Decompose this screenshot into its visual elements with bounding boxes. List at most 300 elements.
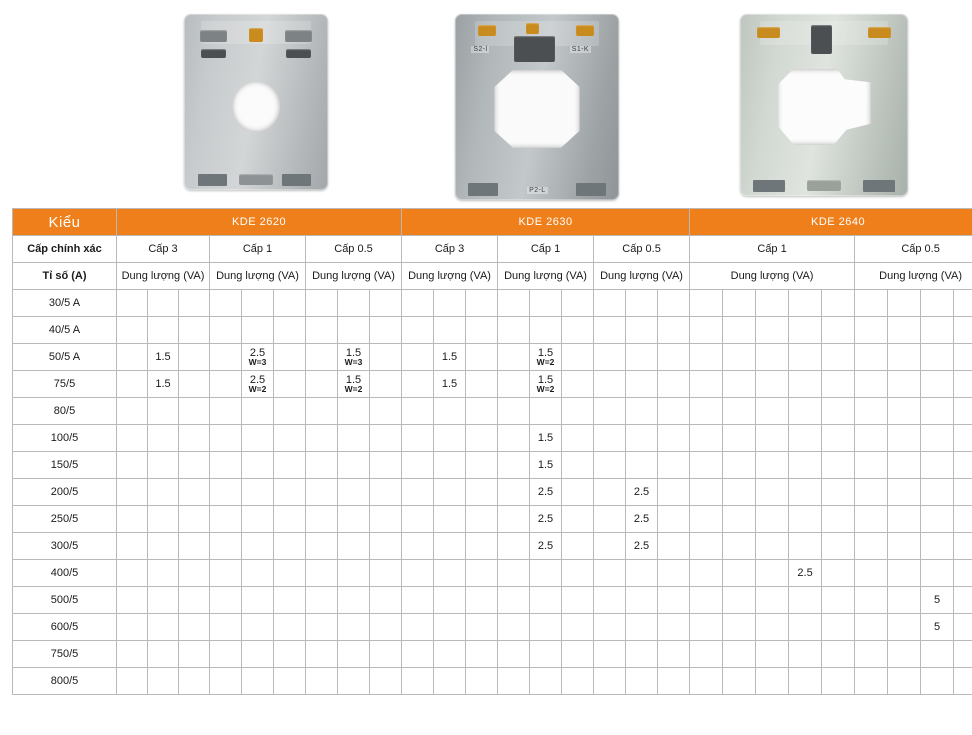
cell-empty <box>210 533 242 560</box>
cell-c2620_05: 1.5 W=3 <box>338 344 370 371</box>
specification-table-body <box>13 290 972 695</box>
terminal-label-s1: S1-K <box>571 45 589 53</box>
cell-empty <box>210 506 242 533</box>
table-row <box>13 560 972 587</box>
cell-ratio: 80/5 <box>13 398 117 425</box>
cell-empty <box>954 398 972 425</box>
cell-empty <box>855 668 888 695</box>
cell-empty <box>594 533 626 560</box>
cell-empty <box>498 641 530 668</box>
cell-empty <box>562 668 594 695</box>
cell-empty <box>723 371 756 398</box>
cell-empty <box>723 641 756 668</box>
cell-c2640_05 <box>921 290 954 317</box>
cell-empty <box>690 452 723 479</box>
cell-empty <box>402 641 434 668</box>
cell-c2620_3 <box>148 560 179 587</box>
cell-c2630_05 <box>626 398 658 425</box>
cell-ratio: 150/5 <box>13 452 117 479</box>
cell-empty <box>723 614 756 641</box>
cell-empty <box>658 506 690 533</box>
cell-empty <box>658 317 690 344</box>
cell-empty <box>179 641 210 668</box>
cell-c2630_05 <box>626 290 658 317</box>
table-row <box>13 506 972 533</box>
cell-c2620_05 <box>338 614 370 641</box>
cell-empty <box>370 317 402 344</box>
cell-empty <box>954 614 972 641</box>
cell-empty <box>179 452 210 479</box>
cell-empty <box>210 425 242 452</box>
cell-empty <box>210 560 242 587</box>
cell-empty <box>822 641 855 668</box>
cell-c2640_05 <box>921 533 954 560</box>
cell-empty <box>274 587 306 614</box>
cell-c2630_1 <box>530 290 562 317</box>
terminal-label-p2: P2-L <box>529 187 546 195</box>
cell-empty <box>402 479 434 506</box>
kde-2640-current-transformer <box>740 14 908 196</box>
cell-empty <box>274 371 306 398</box>
cell-empty <box>690 479 723 506</box>
cell-empty <box>117 479 148 506</box>
cell-c2640_05 <box>921 398 954 425</box>
cell-empty <box>498 452 530 479</box>
cell-c2630_05: 2.5 <box>626 479 658 506</box>
cell-c2620_1 <box>242 533 274 560</box>
header-2640-class-05: Cấp 0.5 <box>855 236 972 263</box>
cell-empty <box>954 668 972 695</box>
cell-empty <box>822 398 855 425</box>
cell-empty <box>822 506 855 533</box>
cell-empty <box>594 425 626 452</box>
cell-empty <box>594 371 626 398</box>
cell-empty <box>466 506 498 533</box>
cell-empty <box>723 344 756 371</box>
cell-empty <box>954 371 972 398</box>
cell-empty <box>562 317 594 344</box>
header-type-label: Kiểu <box>13 209 117 236</box>
cell-empty <box>498 479 530 506</box>
cell-empty <box>306 533 338 560</box>
cell-empty <box>274 425 306 452</box>
cell-c2620_05 <box>338 533 370 560</box>
cell-c2620_1 <box>242 317 274 344</box>
cell-empty <box>402 290 434 317</box>
cell-empty <box>306 479 338 506</box>
cell-empty <box>594 587 626 614</box>
table-row <box>13 398 972 425</box>
cell-empty <box>723 560 756 587</box>
cell-empty <box>466 290 498 317</box>
cell-c2640_05 <box>921 425 954 452</box>
header-burden-2630-3: Dung lượng (VA) <box>402 263 498 290</box>
cell-c2630_1: 1.5 <box>530 425 562 452</box>
cell-empty <box>562 479 594 506</box>
cell-empty <box>370 533 402 560</box>
cell-empty <box>210 371 242 398</box>
cell-empty <box>594 506 626 533</box>
cell-empty <box>117 587 148 614</box>
cell-c2620_3 <box>148 452 179 479</box>
cell-ratio: 300/5 <box>13 533 117 560</box>
cell-c2620_3: 1.5 <box>148 344 179 371</box>
cell-empty <box>822 479 855 506</box>
cell-empty <box>402 344 434 371</box>
cell-empty <box>822 317 855 344</box>
cell-c2630_1 <box>530 560 562 587</box>
cell-c2620_05 <box>338 560 370 587</box>
cell-empty <box>756 290 789 317</box>
cell-empty <box>402 533 434 560</box>
cell-empty <box>954 290 972 317</box>
table-header-models <box>13 209 972 236</box>
cell-empty <box>855 560 888 587</box>
cell-c2630_05 <box>626 641 658 668</box>
cell-empty <box>117 344 148 371</box>
header-2640-class-1: Cấp 1 <box>690 236 855 263</box>
cell-empty <box>117 668 148 695</box>
cell-empty <box>370 560 402 587</box>
cell-empty <box>402 614 434 641</box>
cell-empty <box>594 668 626 695</box>
cell-winding-note: W=2 <box>536 357 555 367</box>
cell-c2620_05 <box>338 425 370 452</box>
cell-c2640_1 <box>789 344 822 371</box>
cell-empty <box>306 587 338 614</box>
cell-c2630_1 <box>530 641 562 668</box>
cell-empty <box>179 371 210 398</box>
cell-c2630_3 <box>434 425 466 452</box>
cell-empty <box>756 425 789 452</box>
cell-empty <box>822 425 855 452</box>
cell-empty <box>210 317 242 344</box>
cell-c2620_3 <box>148 317 179 344</box>
cell-empty <box>466 560 498 587</box>
cell-c2620_1 <box>242 614 274 641</box>
cell-c2630_05: 2.5 <box>626 506 658 533</box>
cell-empty <box>402 506 434 533</box>
terminal-label-s2: S2-l <box>473 45 488 53</box>
cell-empty <box>723 479 756 506</box>
cell-empty <box>370 290 402 317</box>
cell-empty <box>888 452 921 479</box>
cell-empty <box>658 560 690 587</box>
cell-empty <box>954 641 972 668</box>
cell-empty <box>179 668 210 695</box>
cell-c2640_1 <box>789 614 822 641</box>
header-accuracy-label: Cấp chính xác <box>13 236 117 263</box>
header-ratio-label: Tỉ số (A) <box>13 263 117 290</box>
cell-c2630_3: 1.5 <box>434 371 466 398</box>
cell-empty <box>274 398 306 425</box>
cell-c2620_1 <box>242 587 274 614</box>
cell-empty <box>210 479 242 506</box>
cell-c2640_05 <box>921 344 954 371</box>
cell-empty <box>117 641 148 668</box>
cell-empty <box>370 641 402 668</box>
cell-empty <box>888 398 921 425</box>
cell-c2620_05 <box>338 479 370 506</box>
cell-empty <box>594 641 626 668</box>
cell-empty <box>306 425 338 452</box>
cell-empty <box>723 587 756 614</box>
cell-c2630_3 <box>434 452 466 479</box>
cell-empty <box>274 641 306 668</box>
cell-c2640_1 <box>789 506 822 533</box>
header-burden-2620-1: Dung lượng (VA) <box>210 263 306 290</box>
cell-c2630_3 <box>434 641 466 668</box>
cell-empty <box>562 614 594 641</box>
cell-c2640_05: 5 <box>921 587 954 614</box>
cell-empty <box>306 668 338 695</box>
cell-empty <box>690 317 723 344</box>
cell-c2640_1: 2.5 <box>789 560 822 587</box>
cell-c2620_1 <box>242 668 274 695</box>
cell-empty <box>888 668 921 695</box>
cell-empty <box>855 533 888 560</box>
cell-empty <box>954 533 972 560</box>
cell-empty <box>855 506 888 533</box>
cell-c2630_05 <box>626 425 658 452</box>
cell-c2640_1 <box>789 641 822 668</box>
cell-empty <box>210 668 242 695</box>
cell-c2630_05 <box>626 614 658 641</box>
cell-empty <box>179 506 210 533</box>
cell-empty <box>888 479 921 506</box>
cell-empty <box>117 398 148 425</box>
cell-c2630_3 <box>434 290 466 317</box>
cell-empty <box>370 614 402 641</box>
cell-empty <box>179 479 210 506</box>
table-row <box>13 587 972 614</box>
cell-empty <box>466 641 498 668</box>
specification-table-wrapper <box>12 208 960 695</box>
cell-empty <box>822 452 855 479</box>
cell-empty <box>179 344 210 371</box>
cell-empty <box>822 290 855 317</box>
cell-c2630_3 <box>434 668 466 695</box>
cell-empty <box>498 371 530 398</box>
cell-empty <box>756 398 789 425</box>
table-row <box>13 425 972 452</box>
cell-empty <box>117 290 148 317</box>
cell-empty <box>658 398 690 425</box>
cell-empty <box>658 587 690 614</box>
table-row <box>13 452 972 479</box>
cell-empty <box>690 371 723 398</box>
cell-empty <box>756 614 789 641</box>
cell-empty <box>888 560 921 587</box>
cell-empty <box>855 479 888 506</box>
cell-empty <box>402 452 434 479</box>
cell-winding-note: W=3 <box>248 357 267 367</box>
cell-ratio: 400/5 <box>13 560 117 587</box>
cell-c2640_05 <box>921 506 954 533</box>
cell-c2630_3 <box>434 614 466 641</box>
cell-empty <box>954 560 972 587</box>
cell-c2630_3 <box>434 317 466 344</box>
cell-c2620_05 <box>338 641 370 668</box>
cell-empty <box>562 344 594 371</box>
cell-empty <box>498 317 530 344</box>
cell-empty <box>954 587 972 614</box>
cell-c2620_1 <box>242 425 274 452</box>
cell-empty <box>822 560 855 587</box>
cell-empty <box>306 452 338 479</box>
cell-empty <box>306 398 338 425</box>
cell-empty <box>756 344 789 371</box>
cell-empty <box>756 479 789 506</box>
cell-empty <box>723 668 756 695</box>
cell-empty <box>179 317 210 344</box>
table-header-accuracy <box>13 236 972 263</box>
cell-empty <box>498 668 530 695</box>
table-row <box>13 317 972 344</box>
cell-empty <box>370 452 402 479</box>
cell-c2630_3 <box>434 479 466 506</box>
cell-c2640_05 <box>921 641 954 668</box>
cell-empty <box>822 614 855 641</box>
cell-empty <box>756 371 789 398</box>
cell-empty <box>402 317 434 344</box>
cell-c2620_05 <box>338 452 370 479</box>
product-image-strip <box>0 0 972 205</box>
cell-c2630_3 <box>434 533 466 560</box>
cell-empty <box>498 560 530 587</box>
cell-empty <box>723 317 756 344</box>
cell-c2620_3 <box>148 290 179 317</box>
cell-c2640_1 <box>789 425 822 452</box>
cell-empty <box>306 344 338 371</box>
cell-empty <box>822 668 855 695</box>
cell-empty <box>370 479 402 506</box>
cell-c2620_3 <box>148 533 179 560</box>
cell-empty <box>179 398 210 425</box>
cell-c2620_05 <box>338 398 370 425</box>
cell-empty <box>402 398 434 425</box>
cell-empty <box>402 668 434 695</box>
cell-ratio: 75/5 <box>13 371 117 398</box>
cell-empty <box>117 533 148 560</box>
cell-empty <box>888 587 921 614</box>
cell-empty <box>723 533 756 560</box>
table-header-burden <box>13 263 972 290</box>
header-2630-class-05: Cấp 0.5 <box>594 236 690 263</box>
cell-c2620_1 <box>242 398 274 425</box>
cell-empty <box>855 641 888 668</box>
cell-empty <box>370 398 402 425</box>
table-row <box>13 290 972 317</box>
cell-c2620_1 <box>242 290 274 317</box>
cell-empty <box>822 344 855 371</box>
cell-c2630_3 <box>434 587 466 614</box>
cell-empty <box>855 425 888 452</box>
cell-empty <box>370 506 402 533</box>
cell-empty <box>498 290 530 317</box>
cell-empty <box>370 587 402 614</box>
cell-ratio: 200/5 <box>13 479 117 506</box>
cell-empty <box>179 533 210 560</box>
cell-empty <box>370 371 402 398</box>
cell-c2630_3 <box>434 560 466 587</box>
kde-2620-current-transformer <box>184 14 328 190</box>
cell-empty <box>117 452 148 479</box>
cell-winding-note: W=2 <box>344 384 363 394</box>
cell-winding-note: W=2 <box>248 384 267 394</box>
cell-c2640_1 <box>789 452 822 479</box>
cell-empty <box>756 317 789 344</box>
header-model-kde2620: KDE 2620 <box>117 209 402 236</box>
cell-empty <box>466 533 498 560</box>
cell-empty <box>210 344 242 371</box>
cell-empty <box>306 317 338 344</box>
cell-c2620_05: 1.5 W=2 <box>338 371 370 398</box>
cell-empty <box>402 371 434 398</box>
cell-empty <box>658 641 690 668</box>
cell-empty <box>466 371 498 398</box>
cell-empty <box>466 344 498 371</box>
cell-empty <box>274 290 306 317</box>
cell-ratio: 250/5 <box>13 506 117 533</box>
cell-c2620_05 <box>338 506 370 533</box>
cell-empty <box>498 398 530 425</box>
cell-empty <box>498 533 530 560</box>
cell-empty <box>690 587 723 614</box>
cell-empty <box>562 425 594 452</box>
cell-c2630_05: 2.5 <box>626 533 658 560</box>
cell-c2630_1 <box>530 398 562 425</box>
cell-empty <box>117 506 148 533</box>
cell-empty <box>888 614 921 641</box>
cell-c2620_3 <box>148 668 179 695</box>
cell-c2630_1 <box>530 587 562 614</box>
cell-empty <box>723 506 756 533</box>
cell-c2620_1 <box>242 560 274 587</box>
cell-empty <box>658 371 690 398</box>
specification-table <box>12 208 972 695</box>
cell-empty <box>723 398 756 425</box>
cell-empty <box>402 560 434 587</box>
cell-empty <box>370 668 402 695</box>
cell-c2640_1 <box>789 533 822 560</box>
cell-empty <box>690 344 723 371</box>
cell-empty <box>855 587 888 614</box>
cell-empty <box>210 290 242 317</box>
cell-c2630_3 <box>434 506 466 533</box>
cell-c2630_1 <box>530 668 562 695</box>
cell-empty <box>723 452 756 479</box>
header-burden-2630-1: Dung lượng (VA) <box>498 263 594 290</box>
cell-empty <box>274 668 306 695</box>
cell-empty <box>690 668 723 695</box>
cell-c2620_1: 2.5 W=2 <box>242 371 274 398</box>
cell-empty <box>594 479 626 506</box>
header-burden-2640-05: Dung lượng (VA) <box>855 263 972 290</box>
cell-empty <box>888 290 921 317</box>
cell-ratio: 40/5 A <box>13 317 117 344</box>
cell-empty <box>179 587 210 614</box>
cell-c2620_3 <box>148 479 179 506</box>
cell-c2630_1: 1.5 W=2 <box>530 344 562 371</box>
kde-2630-current-transformer <box>455 14 619 200</box>
cell-c2640_05 <box>921 317 954 344</box>
cell-empty <box>658 533 690 560</box>
cell-empty <box>855 371 888 398</box>
cell-empty <box>658 344 690 371</box>
cell-c2640_1 <box>789 587 822 614</box>
cell-empty <box>562 398 594 425</box>
